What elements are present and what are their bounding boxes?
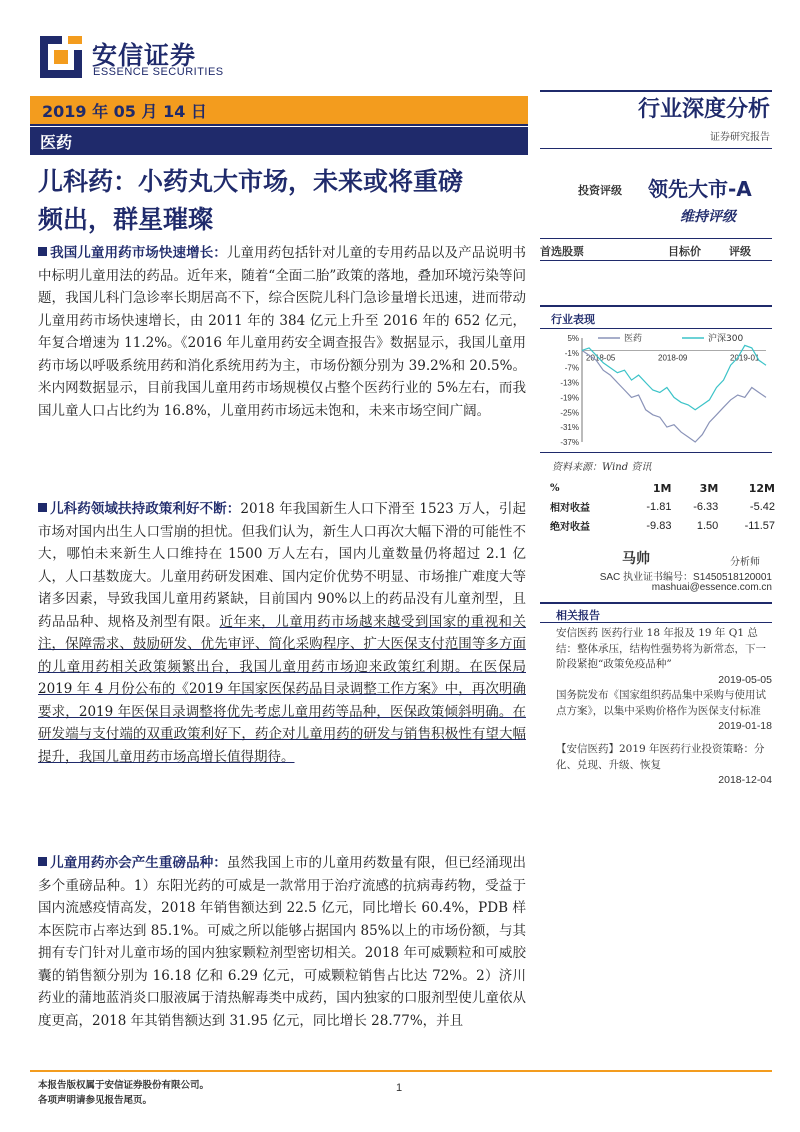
y-tick-label: -7%: [564, 363, 579, 373]
row-label: 相对收益: [550, 503, 590, 514]
column-header: 3M: [699, 482, 719, 495]
footer-line: 本报告版权属于安信证券股份有限公司。: [38, 1080, 210, 1091]
related-report-date: 2019-01-18: [718, 720, 772, 732]
x-tick-label: 2018-05: [586, 353, 616, 363]
industry-performance-chart: [548, 330, 772, 448]
divider: [540, 452, 772, 453]
column-header: 12M: [748, 482, 775, 495]
analyst-role: 分析师: [730, 557, 760, 568]
divider: [540, 305, 772, 307]
table-row: [550, 516, 775, 535]
paragraph-highlight: 近年来，儿童用药市场越来越受到国家的重视和关注，保障需求、鼓励研发、优先审评、简化采购程序、扩大医保支付范围等多方面的儿童用药相关政策频繁出台，我国儿童用药市场迎来政策红利期。在医保局 2019 年 4 月份公布的《2019 年国家医保药品目录调整工作方案》中，再次明确要求，2019 年医保目录调整将优先考虑儿童用药等品种，医保政策倾斜明确。在研发端与支付端的双重政策利好下，药企对儿童用药的研发与销售积极性有望大幅提升，我国儿童用药市场高增长值得期待。: [38, 613, 527, 765]
y-tick-label: -13%: [560, 378, 579, 388]
table-cell: -6.33: [693, 500, 719, 513]
chart-source: 资料来源：Wind 资讯: [552, 462, 652, 473]
bullet-icon: [38, 857, 47, 866]
paragraph-body: 虽然我国上市的儿童用药数量有限，但已经涌现出多个重磅品种。1）东阳光药的可威是一款常用于治疗流感的抗病毒药物，受益于国内流感疫情高发，2018 年销售额达到 22.5 亿元，同比增长 60.4%，PDB 样本医院市占率达到 85.1%。可威之所以能够占据国内 85%以上的市场份额，与其拥有专门针对儿童市场的国内独家颗粒剂型密切相关。2018 年可威颗粒和可威胶囊的销售额分别为 16.18 亿和 6.29 亿元，可威颗粒销售占比达 72%。2）济川药业的蒲地蓝消炎口服液属于清热解毒类中成药，国内独家的口服剂型使儿童依从度更高，2018 年其销售额达到 31.95 亿元，同比增长 28.77%，并且: [38, 855, 527, 1029]
paragraph-body: 2018 年我国新生人口下滑至 1523 万人，引起市场对国内出生人口雪崩的担忧。但我们认为，新生人口再次大幅下滑的可能性不大，哪怕未来新生人口维持在 1500 万人左右，国内儿童数量仍将超过 2.1 亿人，人口基数庞大。儿童用药研发困难、国内定价优势不明显、市场推广难度大等诸多因素，导致我国儿童用药紧缺，目前国内 90%以上的药品没有儿童剂型，且药品品种、规格及剂型有限。: [38, 501, 527, 630]
performance-table: [550, 480, 775, 535]
related-report-date: 2018-12-04: [718, 774, 772, 786]
legend-label: 医药: [624, 334, 643, 344]
report-subtitle: 证券研究报告: [710, 132, 770, 143]
divider: [540, 602, 772, 604]
divider: [540, 622, 772, 623]
stock-col-header: 目标价: [668, 245, 701, 258]
sector-bar: [30, 127, 528, 155]
row-label: 绝对收益: [550, 522, 590, 533]
rating-label: 投资评级: [578, 184, 622, 197]
divider: [540, 148, 772, 149]
y-tick-label: 5%: [567, 334, 579, 343]
x-tick-label: 2019-01: [730, 353, 760, 363]
brand-name-en: ESSENCE SECURITIES: [93, 66, 224, 78]
paragraph-policy: [38, 498, 526, 768]
legend-label: 沪深300: [708, 334, 744, 344]
logo-icon: [40, 36, 82, 78]
table-cell: -5.42: [749, 500, 775, 513]
perf-section-title: 行业表现: [551, 313, 595, 326]
paragraph-body: 儿童用药包括针对儿童的专用药品以及产品说明书中标明儿童用法的药品。近年来，随着“全面二胎”政策的落地，叠加环境污染等问题，我国儿科门急诊率长期居高不下，综合医院儿科门急诊量增长迅速，进而带动儿童用药市场快速增长，由 2011 年的 384 亿元上升至 2016 年的 652 亿元，年复合增速为 11.2%。《2016 年儿童用药安全调查报告》数据显示，我国儿童用药市场以呼吸系统用药和消化系统用药为主，市场份额分别为 39.2%和 20.5%。米内网数据显示，目前我国儿童用药市场规模仅占整个医药行业的 5%左右，而我国儿童人口占比约为 16.8%，儿童用药市场远未饱和，未来市场空间广阔。: [38, 245, 527, 419]
y-tick-label: -37%: [560, 438, 579, 447]
title-line: 儿科药：小药丸大市场，未来或将重磅: [38, 167, 464, 196]
footer-divider: [30, 1070, 772, 1072]
y-tick-label: -25%: [560, 408, 579, 418]
bullet-icon: [38, 247, 47, 256]
stock-col-header: 首选股票: [540, 245, 584, 258]
report-type: 行业深度分析: [637, 97, 770, 122]
analyst-name: 马帅: [622, 551, 650, 567]
column-header: 1M: [652, 482, 672, 495]
sector-label: 医药: [40, 133, 73, 152]
table-row: [550, 497, 775, 516]
divider: [540, 238, 772, 239]
table-header-row: [550, 480, 775, 497]
related-report-item[interactable]: [556, 626, 772, 688]
report-date: 2019 年 05 月 14 日: [42, 102, 207, 121]
rating-action: 维持评级: [680, 209, 736, 225]
divider: [540, 260, 772, 261]
stock-col-header: 评级: [729, 245, 751, 258]
y-tick-label: -19%: [560, 393, 579, 403]
related-report-item[interactable]: [556, 742, 772, 789]
paragraph-heading: 儿童用药亦会产生重磅品种：: [50, 855, 227, 871]
series-line-pharma: [582, 350, 766, 442]
table-cell: -11.57: [744, 519, 775, 532]
divider: [540, 328, 772, 329]
related-report-item[interactable]: [556, 688, 772, 735]
paragraph-blockbusters: [38, 852, 526, 1032]
rating-value: 领先大市-A: [648, 177, 752, 201]
analyst-sac: SAC 执业证书编号：S1450518120001: [599, 572, 772, 583]
column-header: %: [550, 483, 560, 494]
related-report-title: 安信医药 医药行业 18 年报及 19 年 Q1 总结：整体承压，结构性强势将为新常态，下一阶段紧抱“政策免疫品种”: [556, 627, 766, 670]
paragraph-heading: 我国儿童用药市场快速增长：: [50, 245, 227, 261]
paragraph-market-growth: [38, 242, 526, 422]
footer-disclaimer: [38, 1078, 209, 1108]
related-section-title: 相关报告: [556, 609, 600, 622]
footer-line: 各项声明请参见报告尾页。: [38, 1095, 153, 1106]
brand-name: 安信证券: [92, 41, 197, 70]
title-line: 频出，群星璀璨: [38, 205, 214, 234]
table-cell: -9.83: [646, 519, 672, 532]
y-tick-label: -31%: [560, 423, 579, 433]
related-report-title: 国务院发布《国家组织药品集中采购与使用试点方案》，以集中采购价格作为医保支付标准: [556, 689, 766, 717]
y-tick-label: -1%: [564, 348, 579, 358]
table-cell: -1.81: [646, 500, 672, 513]
analyst-email[interactable]: mashuai@essence.com.cn: [651, 582, 772, 593]
related-report-date: 2019-05-05: [718, 673, 772, 686]
x-tick-label: 2018-09: [658, 353, 688, 363]
page-number: 1: [396, 1082, 403, 1094]
bullet-icon: [38, 503, 47, 512]
related-report-title: 【安信医药】2019 年医药行业投资策略：分化、兑现、升级、恢复: [556, 743, 765, 771]
table-cell: 1.50: [696, 519, 719, 532]
paragraph-heading: 儿科药领域扶持政策利好不断：: [50, 501, 241, 517]
report-title: [38, 163, 528, 239]
